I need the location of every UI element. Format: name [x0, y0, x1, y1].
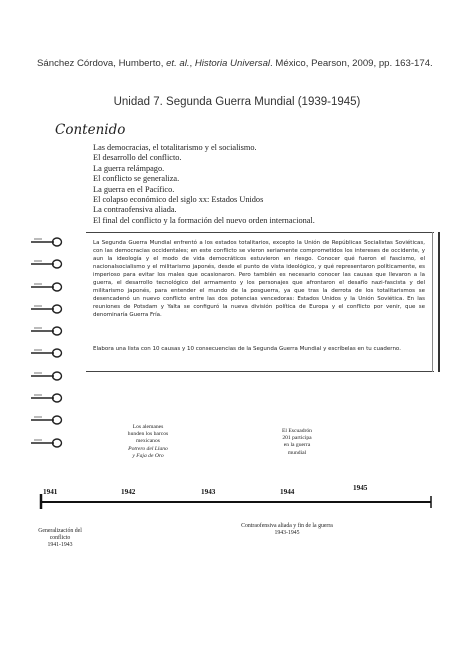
notebook-activity-box	[86, 232, 434, 372]
annotation-alemanes	[108, 424, 188, 460]
contents-item: El final del conflicto y la formación del nuevo orden internacional.	[93, 215, 315, 225]
contents-item: El conflicto se generaliza.	[93, 174, 180, 184]
period-line: Generalización del	[38, 528, 82, 534]
period-generalizacion	[28, 528, 92, 550]
timeline-year: 1944	[280, 488, 295, 496]
annotation-line: hunden los barcos	[127, 431, 169, 438]
spiral-ring-icon	[30, 303, 64, 315]
citation-prefix: Sánchez Córdova, Humberto,	[37, 58, 167, 69]
spiral-ring-icon	[30, 325, 64, 337]
contents-item: Las democracias, el totalitarismo y el socialismo.	[93, 143, 257, 152]
period-line: 1943-1945	[274, 530, 300, 537]
timeline-year: 1943	[201, 488, 216, 496]
notebook-page-edge	[432, 232, 440, 372]
spiral-ring-icon	[30, 281, 64, 293]
citation	[37, 58, 437, 71]
annotation-line: mexicanos	[136, 438, 160, 445]
annotation-line: 201 participa	[282, 435, 312, 442]
timeline-year: 1941	[43, 488, 58, 496]
spiral-ring-icon	[30, 236, 64, 248]
annotation-line: El Escuadrón	[282, 428, 312, 434]
annotation-line: y Faja de Oro	[132, 452, 164, 459]
activity-task: Elabora una lista con 10 causas y 10 consecuencias de la Segunda Guerra Mundial y escríbelas en tu cuaderno.	[93, 346, 401, 352]
period-line: 1941-1943	[47, 542, 73, 549]
annotation-line: Los alemanes	[132, 424, 164, 430]
contents-item: La guerra relámpago.	[93, 163, 165, 173]
annotation-line: en la guerra	[283, 442, 311, 449]
activity-paragraph: La Segunda Guerra Mundial enfrentó a los estados totalitarios, excepto la Unión de Repúblicas Socialistas Soviéticas, con las democracias occidentales; en este conflicto se vieron seriamente comprometidos los intereses de occidente, y aun la ideología y el modo de vida democráticos estuvieron en riesgo. Conocer qué fueron el fascismo, el nacionalsocialismo y el militarismo japonés, desde el punto de vista ideológico, y qué representaron políticamente, es imperioso para evitar los males que ocasionaron. Pero también es necesario conocer las causas que llevaron a la guerra, el desarrollo tecnológico del armamento y los personajes que afrontaron el desafío nazi-fascista y del militarismo japonés, para entender el mundo de la posguerra, ya que tras la derrota de los totalitarismos se desencadenó un nuevo conflicto entre las dos potencias vencedoras: Estados Unidos y la Unión Soviética. En las reuniones de Potsdam y Yalta se configuró la nueva división política de Europa y el conflicto por venir, que se denominaría Guerra Fría.	[93, 240, 425, 318]
citation-book-title: Historia Universal	[194, 58, 271, 69]
contents-list	[93, 143, 315, 226]
contents-item: El desarrollo del conflicto.	[93, 153, 182, 163]
spiral-binding	[30, 236, 70, 459]
timeline-axis	[35, 484, 435, 510]
unit-title: Unidad 7. Segunda Guerra Mundial (1939-1945)	[113, 96, 361, 108]
period-line: conflicto	[49, 535, 71, 542]
spiral-ring-icon	[30, 437, 64, 449]
spiral-ring-icon	[30, 370, 64, 382]
spiral-ring-icon	[30, 347, 64, 359]
annotation-line: mundial	[287, 449, 307, 456]
contents-item: La guerra en el Pacífico.	[93, 184, 175, 194]
citation-etal: et. al.	[166, 58, 190, 69]
spiral-ring-icon	[30, 258, 64, 270]
spiral-ring-icon	[30, 414, 64, 426]
timeline-year: 1942	[121, 488, 136, 496]
annotation-escuadron	[262, 428, 332, 457]
timeline	[35, 484, 435, 510]
timeline-year: 1945	[353, 484, 368, 492]
annotation-line: Potrero del Llano	[128, 445, 168, 452]
period-line: Contraofensiva aliada y fin de la guerra	[241, 523, 333, 529]
spiral-ring-icon	[30, 392, 64, 404]
citation-separator: ,	[189, 58, 195, 69]
contents-item: El colapso económico del siglo xx: Estados Unidos	[93, 195, 264, 205]
contenido-heading: Contenido	[55, 122, 126, 138]
contents-item: La contraofensiva aliada.	[93, 205, 177, 215]
citation-publication: . México, Pearson, 2009, pp. 163-174.	[270, 58, 433, 69]
period-contraofensiva	[212, 523, 362, 537]
